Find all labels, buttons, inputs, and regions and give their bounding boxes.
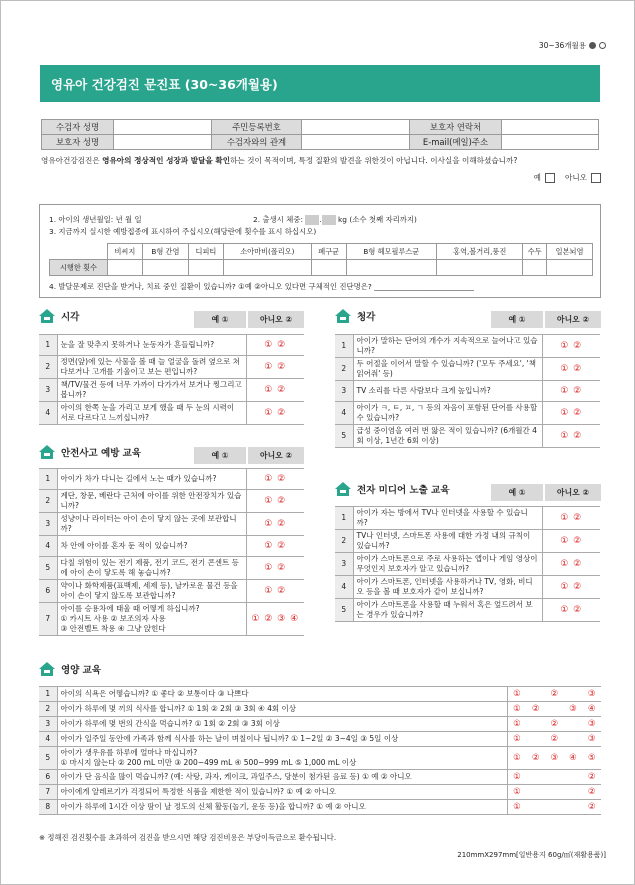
vision-table — [39, 334, 304, 425]
section-vision-header: 시각 — [39, 309, 79, 323]
nutrition-row — [39, 770, 601, 785]
footnote: ※ 정해진 검진횟수를 초과하여 검진을 받으시면 해당 검진비용은 부당이득금으로 환수됩니다. — [39, 833, 337, 842]
answer-option[interactable]: ② — [545, 717, 564, 732]
question-number: 2 — [39, 356, 57, 379]
answer-option[interactable]: ② — [526, 702, 545, 717]
question-row — [39, 513, 304, 536]
question-text: 아이가 자는 방에서 TV나 인터넷을 사용할 수 있습니까? — [353, 507, 542, 530]
answer-option[interactable]: ① — [507, 717, 526, 732]
answer-options[interactable]: ① ② — [542, 507, 600, 530]
media-table — [335, 506, 600, 622]
question-number: 2 — [335, 358, 353, 381]
answer-option[interactable]: ④ — [564, 747, 583, 770]
question-row — [39, 490, 304, 513]
answer-option[interactable]: ① — [507, 702, 526, 717]
safety-answer-header: 예 ① 아니오 ② — [194, 447, 304, 464]
answer-option[interactable]: ⑤ — [582, 747, 601, 770]
question-number: 2 — [335, 530, 353, 553]
answer-options[interactable]: ① ② — [542, 402, 600, 425]
question-text: 눈을 잘 맞추지 못하거나 눈동자가 흔들립니까? — [57, 335, 246, 356]
contact-field[interactable] — [502, 120, 599, 135]
question-number: 8 — [39, 800, 57, 815]
question-text: 책/TV/물건 등에 너무 가까이 다가가서 보거나 찡그리고 봅니까? — [57, 379, 246, 402]
question-row — [335, 530, 600, 553]
question-row — [39, 335, 304, 356]
birth-question: 1. 아이의 생년월일: 년 월 일 — [49, 215, 142, 224]
age-tag: 30~36개월용 — [539, 40, 606, 51]
section-safety-header: 안전사고 예방 교육 — [39, 445, 141, 459]
answer-option[interactable]: ③ — [582, 687, 601, 702]
paper-spec: 210mmX297mm[일반용지 60g/㎡(재활용품)] — [457, 851, 606, 859]
answer-options[interactable]: ① ② — [246, 557, 304, 580]
answer-options[interactable]: ① ② — [542, 381, 600, 402]
section-nutrition-header: 영양 교육 — [39, 662, 101, 676]
house-icon — [39, 662, 55, 676]
label: 보호자 성명 — [42, 135, 114, 150]
answer-options[interactable]: ① ② — [246, 580, 304, 603]
hearing-table — [335, 334, 600, 448]
label: 주민등록번호 — [212, 120, 302, 135]
nutrition-row — [39, 717, 601, 732]
answer-options[interactable]: ① ② — [246, 379, 304, 402]
question-text: 두 어절을 이어서 말할 수 있습니까? ('모두 주세요', '책 읽어줘' 등) — [353, 358, 542, 381]
question-text: 아이를 승용차에 태울 때 어떻게 하십니까? ① 카시트 사용 ② 보조의자 사용 ③ 안전벨트 착용 ④ 그냥 앉힌다 — [57, 603, 246, 636]
question-row — [39, 469, 304, 490]
answer-options[interactable]: ① ② — [542, 425, 600, 448]
name-field[interactable] — [114, 120, 212, 135]
answer-option[interactable]: ② — [545, 732, 564, 747]
question-row — [335, 507, 600, 530]
question-text: 아이가 스마트폰을 사용할 때 누워서 혹은 엎드려서 보는 경우가 있습니까? — [353, 599, 542, 622]
answer-options[interactable]: ① ② — [542, 530, 600, 553]
answer-option[interactable]: ② — [582, 785, 601, 800]
answer-option — [526, 770, 545, 785]
nutrition-row — [39, 687, 601, 702]
question-text: 아이가 하루에 1시간 이상 땀이 날 정도의 신체 활동(놀기, 운동 등)을 합니까? ① 예 ② 아니오 — [57, 800, 507, 815]
basic-questions — [39, 204, 601, 298]
answer-option — [526, 785, 545, 800]
question-row — [335, 335, 600, 358]
answer-option[interactable]: ③ — [582, 717, 601, 732]
answer-option[interactable]: ② — [582, 800, 601, 815]
answer-option — [564, 717, 583, 732]
safety-table — [39, 468, 304, 636]
no-checkbox[interactable] — [591, 173, 601, 183]
house-icon — [335, 309, 351, 323]
question-number: 5 — [39, 747, 57, 770]
answer-options[interactable]: ① ② — [246, 490, 304, 513]
answer-option — [564, 800, 583, 815]
question-row — [39, 356, 304, 379]
answer-option[interactable]: ① — [507, 687, 526, 702]
question-row — [39, 402, 304, 425]
nutrition-row — [39, 800, 601, 815]
answer-options[interactable]: ① ② — [542, 335, 600, 358]
question-number: 1 — [335, 507, 353, 530]
question-text: 성냥이나 라이터는 아이 손이 닿지 않는 곳에 보관합니까? — [57, 513, 246, 536]
question-row — [335, 381, 600, 402]
house-icon — [39, 309, 55, 323]
dev-question: 4. 발달문제로 진단을 받거나, 치료 중인 질환이 있습니까? ①예 ②아니오 있다면 구체적인 진단명은? ___________________________ — [49, 282, 474, 291]
consent-choice: 예 아니오 — [534, 172, 601, 183]
question-number: 3 — [39, 513, 57, 536]
question-text: 아이가 차가 다니는 길에서 노는 때가 있습니까? — [57, 469, 246, 490]
nutrition-row — [39, 702, 601, 717]
question-number: 1 — [335, 335, 353, 358]
label: 수검자와의 관계 — [212, 135, 302, 150]
question-row — [39, 536, 304, 557]
question-number: 1 — [39, 335, 57, 356]
info-table — [41, 119, 599, 150]
nutrition-row — [39, 785, 601, 800]
answer-option[interactable]: ① — [507, 732, 526, 747]
question-text: TV 소리를 다른 사람보다 크게 높입니까? — [353, 381, 542, 402]
page-dot-filled — [589, 42, 596, 49]
answer-option — [545, 702, 564, 717]
section-hearing-header: 청각 — [335, 309, 375, 323]
answer-options[interactable]: ① ② — [542, 553, 600, 576]
question-number: 2 — [39, 490, 57, 513]
question-text: TV나 인터넷, 스마트폰 사용에 대한 가정 내의 규칙이 있습니까? — [353, 530, 542, 553]
title-banner — [40, 65, 600, 102]
id-field[interactable] — [302, 120, 410, 135]
question-row — [335, 553, 600, 576]
nutrition-row — [39, 747, 601, 770]
answer-option — [545, 770, 564, 785]
answer-options[interactable]: ① ② — [542, 576, 600, 599]
question-text: 정면(앞)에 있는 사물을 볼 때 늘 얼굴을 돌려 옆으로 쳐다보거나 고개를 기울이고 보는 편입니까? — [57, 356, 246, 379]
question-number: 5 — [335, 425, 353, 448]
question-row — [335, 425, 600, 448]
answer-option — [526, 687, 545, 702]
answer-options[interactable]: ① ② — [246, 469, 304, 490]
guardian-field[interactable] — [114, 135, 212, 150]
answer-option[interactable]: ① — [507, 770, 526, 785]
label: E-mail(메일)주소 — [410, 135, 502, 150]
house-icon — [39, 445, 55, 459]
answer-option[interactable]: ③ — [545, 747, 564, 770]
page-dot-empty — [599, 42, 606, 49]
question-row — [39, 557, 304, 580]
answer-option — [564, 687, 583, 702]
question-row — [335, 599, 600, 622]
hearing-answer-header: 예 ① 아니오 ② — [491, 311, 601, 328]
answer-options[interactable]: ① ② — [542, 599, 600, 622]
answer-option[interactable]: ③ — [564, 702, 583, 717]
question-text: 아이에게 알레르기가 걱정되어 특정한 식품을 제한한 적이 있습니까? ① 예 ② 아니오 — [57, 785, 507, 800]
question-number: 5 — [335, 599, 353, 622]
question-text: 아이가 ㅋ, ㅌ, ㅍ, ㄱ 등의 자음이 포함된 단어를 사용할 수 있습니까? — [353, 402, 542, 425]
answer-option — [545, 785, 564, 800]
question-row — [39, 580, 304, 603]
question-number: 4 — [39, 536, 57, 557]
question-number: 7 — [39, 603, 57, 636]
answer-option — [564, 732, 583, 747]
question-number: 5 — [39, 557, 57, 580]
question-row — [335, 358, 600, 381]
question-text: 다칠 위험이 있는 전기 제품, 전기 코드, 전기 콘센트 등에 아이 손이 닿도록 해 놓습니까? — [57, 557, 246, 580]
question-number: 2 — [39, 702, 57, 717]
vision-answer-header: 예 ① 아니오 ② — [194, 311, 304, 328]
question-text: 아이가 스마트폰, 인터넷을 사용하거나 TV, 영화, 비디오 등을 볼 때 보호자가 같이 보십니까? — [353, 576, 542, 599]
question-row — [335, 576, 600, 599]
answer-options[interactable]: ① ② — [542, 358, 600, 381]
question-text: 차 안에 아이를 혼자 둔 적이 있습니까? — [57, 536, 246, 557]
answer-option[interactable]: ② — [526, 747, 545, 770]
answer-option[interactable]: ④ — [582, 702, 601, 717]
answer-option — [545, 800, 564, 815]
question-row — [39, 379, 304, 402]
answer-option — [526, 732, 545, 747]
weight-dec-field[interactable] — [322, 215, 336, 225]
intro-text: 영유아건강검진은 영유아의 정상적인 성장과 발달을 확인하는 것이 목적이며, 특정 질환의 발견을 위한것이 아닙니다. 이사실을 이해하셨습니까? — [41, 156, 518, 165]
answer-options[interactable]: ① ② — [246, 402, 304, 425]
question-text: 아이가 하루에 몇 끼의 식사를 합니까? ① 1회 ② 2회 ③ 3회 ④ 4회 이상 — [57, 702, 507, 717]
answer-option — [526, 717, 545, 732]
vaccine-table: 비씨지 B형 간염 디피티 소아마비(폴리오) 폐구균 B형 헤모필루스균 홍역,볼거리,풍진 수두 일본뇌염 시행한 횟수 — [49, 243, 593, 276]
answer-option[interactable]: ② — [545, 687, 564, 702]
answer-option[interactable]: ③ — [582, 732, 601, 747]
answer-options[interactable]: ① ② — [246, 356, 304, 379]
question-text: 아이가 하루에 몇 번의 간식을 먹습니까? ① 1회 ② 2회 ③ 3회 이상 — [57, 717, 507, 732]
question-row — [335, 402, 600, 425]
answer-option[interactable]: ① — [507, 747, 526, 770]
question-text: 아이의 식욕은 어떻습니까? ① 좋다 ② 보통이다 ③ 나쁘다 — [57, 687, 507, 702]
answer-options[interactable]: ① ② — [246, 536, 304, 557]
question-text: 계단, 창문, 베란다 근처에 아이를 위한 안전장치가 있습니까? — [57, 490, 246, 513]
answer-option — [526, 800, 545, 815]
page-title: 영유아 건강검진 문진표 (30~36개월용) — [51, 77, 278, 92]
label: 보호자 연락처 — [410, 120, 502, 135]
answer-options[interactable]: ① ② — [246, 513, 304, 536]
vaccine-question: 3. 지금까지 실시한 예방접종에 표시하여 주십시오(해당란에 횟수를 표시 하십시오) — [49, 227, 317, 236]
label: 수검자 성명 — [42, 120, 114, 135]
question-number: 3 — [39, 379, 57, 402]
question-number: 3 — [335, 553, 353, 576]
answer-option[interactable]: ① — [507, 785, 526, 800]
answer-option — [564, 770, 583, 785]
question-number: 6 — [39, 770, 57, 785]
question-number: 3 — [335, 381, 353, 402]
question-number: 6 — [39, 580, 57, 603]
answer-option — [564, 785, 583, 800]
relation-field[interactable] — [302, 135, 410, 150]
nutrition-table — [39, 686, 601, 815]
media-answer-header: 예 ① 아니오 ② — [491, 484, 601, 501]
question-text: 아이가 생우유를 하루에 얼마나 마십니까? ① 마시지 않는다 ② 200 mL 미만 ③ 200~499 mL ④ 500~999 mL ⑤ 1,000 mL 이상 — [57, 747, 507, 770]
question-text: 아이가 말하는 단어의 개수가 지속적으로 늘어나고 있습니까? — [353, 335, 542, 358]
question-text: 약이나 화학제품(표백제, 세제 등), 날카로운 물건 등을 아이 손이 닿지 않도록 보관합니까? — [57, 580, 246, 603]
answer-option[interactable]: ① — [507, 800, 526, 815]
email-field[interactable] — [502, 135, 599, 150]
weight-int-field[interactable] — [305, 215, 319, 225]
answer-option[interactable]: ② — [582, 770, 601, 785]
question-text: 아이가 스마트폰으로 주로 사용하는 앱이나 게임 영상이 무엇인지 보호자가 알고 있습니까? — [353, 553, 542, 576]
question-number: 4 — [39, 732, 57, 747]
answer-options[interactable]: ① ② ③ ④ — [246, 603, 304, 636]
question-number: 4 — [335, 402, 353, 425]
question-number: 7 — [39, 785, 57, 800]
question-number: 1 — [39, 687, 57, 702]
question-row — [39, 603, 304, 636]
answer-options[interactable]: ① ② — [246, 335, 304, 356]
weight-question: 2. 출생시 체중: . kg (소수 첫째 자리까지) — [253, 215, 417, 224]
question-number: 1 — [39, 469, 57, 490]
nutrition-row — [39, 732, 601, 747]
section-media-header: 전자 미디어 노출 교육 — [335, 482, 450, 496]
question-number: 3 — [39, 717, 57, 732]
question-number: 4 — [39, 402, 57, 425]
question-text: 아이의 한쪽 눈을 가리고 보게 했을 때 두 눈의 시력이 서로 다르다고 느끼십니까? — [57, 402, 246, 425]
question-text: 아이가 단 음식을 많이 먹습니까? (예: 사탕, 과자, 케이크, 과일주스, 당분이 첨가된 음료 등) ① 예 ② 아니오 — [57, 770, 507, 785]
question-text: 아이가 일주일 동안에 가족과 함께 식사를 하는 날이 며칠이나 됩니까? ① 1~2일 ② 3~4일 ③ 5일 이상 — [57, 732, 507, 747]
house-icon — [335, 482, 351, 496]
yes-checkbox[interactable] — [545, 173, 555, 183]
question-text: 급성 중이염을 여러 번 앓은 적이 있습니까? (6개월간 4회 이상, 1년간 6회 이상) — [353, 425, 542, 448]
question-number: 4 — [335, 576, 353, 599]
